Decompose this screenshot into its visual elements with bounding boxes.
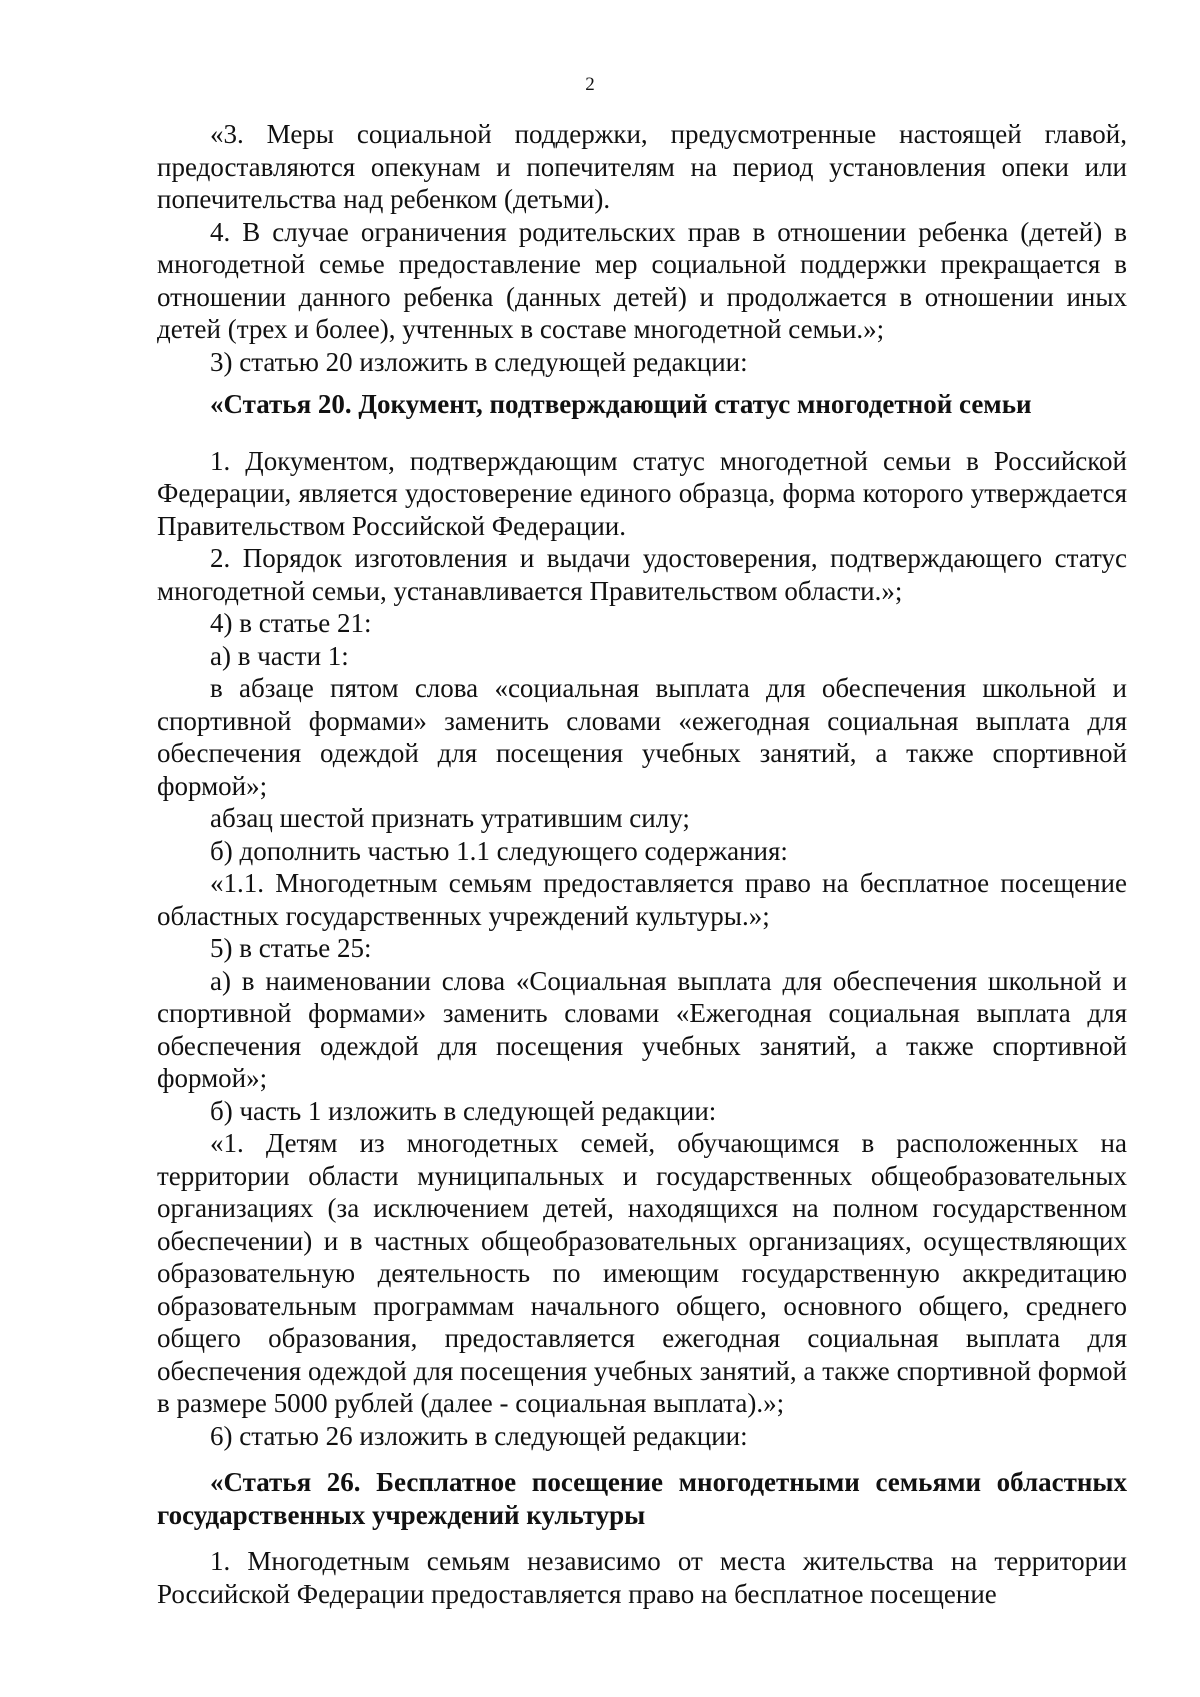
paragraph-measures-guardians: «3. Меры социальной поддержки, предусмотренные настоящей главой, предоставляются опекунам и попечителям на период установления опеки или попечительства над ребенком (детьми).	[157, 119, 1127, 214]
article-20-heading: «Статья 20. Документ, подтверждающий статус многодетной семьи	[210, 389, 1032, 419]
paragraph-item-4b: б) дополнить частью 1.1 следующего содержания:	[210, 835, 788, 866]
article-20-part-2: 2. Порядок изготовления и выдачи удостоверения, подтверждающего статус многодетной семьи, устанавливается Правительством области.»;	[157, 543, 1127, 606]
article-26-heading: «Статья 26. Бесплатное посещение многодетными семьями областных государственных учреждений культуры	[157, 1467, 1127, 1530]
article-26-part-1: 1. Многодетным семьям независимо от места жительства на территории Российской Федерации предоставляется право на бесплатное посещение	[157, 1546, 1127, 1609]
paragraph-paragraph-six: абзац шестой признать утратившим силу;	[210, 803, 690, 833]
document-body	[157, 118, 1127, 1610]
paragraph-item-4a: а) в части 1:	[210, 640, 349, 671]
article-20-part-1: 1. Документом, подтверждающим статус многодетной семьи в Российской Федерации, является удостоверение единого образца, форма которого утверждается Правительством Российской Федерации.	[157, 445, 1127, 541]
paragraph-item-4: 4) в статье 21:	[210, 608, 372, 638]
paragraph-paragraph-five: в абзаце пятом слова «социальная выплата для обеспечения школьной и спортивной формами» заменить словами «ежегодная социальная выплата для обеспечения одеждой для посещения учебных занятий, а также спортивной формой»;	[157, 673, 1127, 801]
paragraph-item-3: 3) статью 20 изложить в следующей редакции:	[210, 346, 748, 377]
paragraph-parental-rights: 4. В случае ограничения родительских прав в отношении ребенка (детей) в многодетной семье предоставление мер социальной поддержки прекращается в отношении данного ребенка (данных детей) и продолжается в отношении иных детей (трех и более), учтенных в составе многодетной семьи.»;	[157, 216, 1127, 344]
paragraph-item-6: 6) статью 26 изложить в следующей редакции:	[210, 1420, 748, 1451]
paragraph-item-5: 5) в статье 25:	[210, 933, 372, 963]
paragraph-social-payment: «1. Детям из многодетных семей, обучающимся в расположенных на территории области муниципальных и государственных общеобразовательных организациях (за исключением детей, находящихся на полном государственном обеспечении) и в частных общеобразовательных организациях, осуществляющих образовательную деятельность по имеющим государственную аккредитацию образовательным программам начального общего, основного общего, среднего общего образования, предоставляется ежегодная социальная выплата для обеспечения одеждой для посещения учебных занятий, а также спортивной формой в размере 5000 рублей (далее - социальная выплата).»;	[157, 1128, 1127, 1418]
paragraph-item-5b: б) часть 1 изложить в следующей редакции:	[210, 1095, 717, 1126]
paragraph-item-5a: а) в наименовании слова «Социальная выплата для обеспечения школьной и спортивной формами» заменить словами «Ежегодная социальная выплата для обеспечения одеждой для посещения учебных занятий, а также спортивной формой»;	[157, 965, 1127, 1093]
paragraph-part-1-1: «1.1. Многодетным семьям предоставляется право на бесплатное посещение областных государственных учреждений культуры.»;	[157, 868, 1127, 931]
page-number: 2	[585, 74, 595, 95]
